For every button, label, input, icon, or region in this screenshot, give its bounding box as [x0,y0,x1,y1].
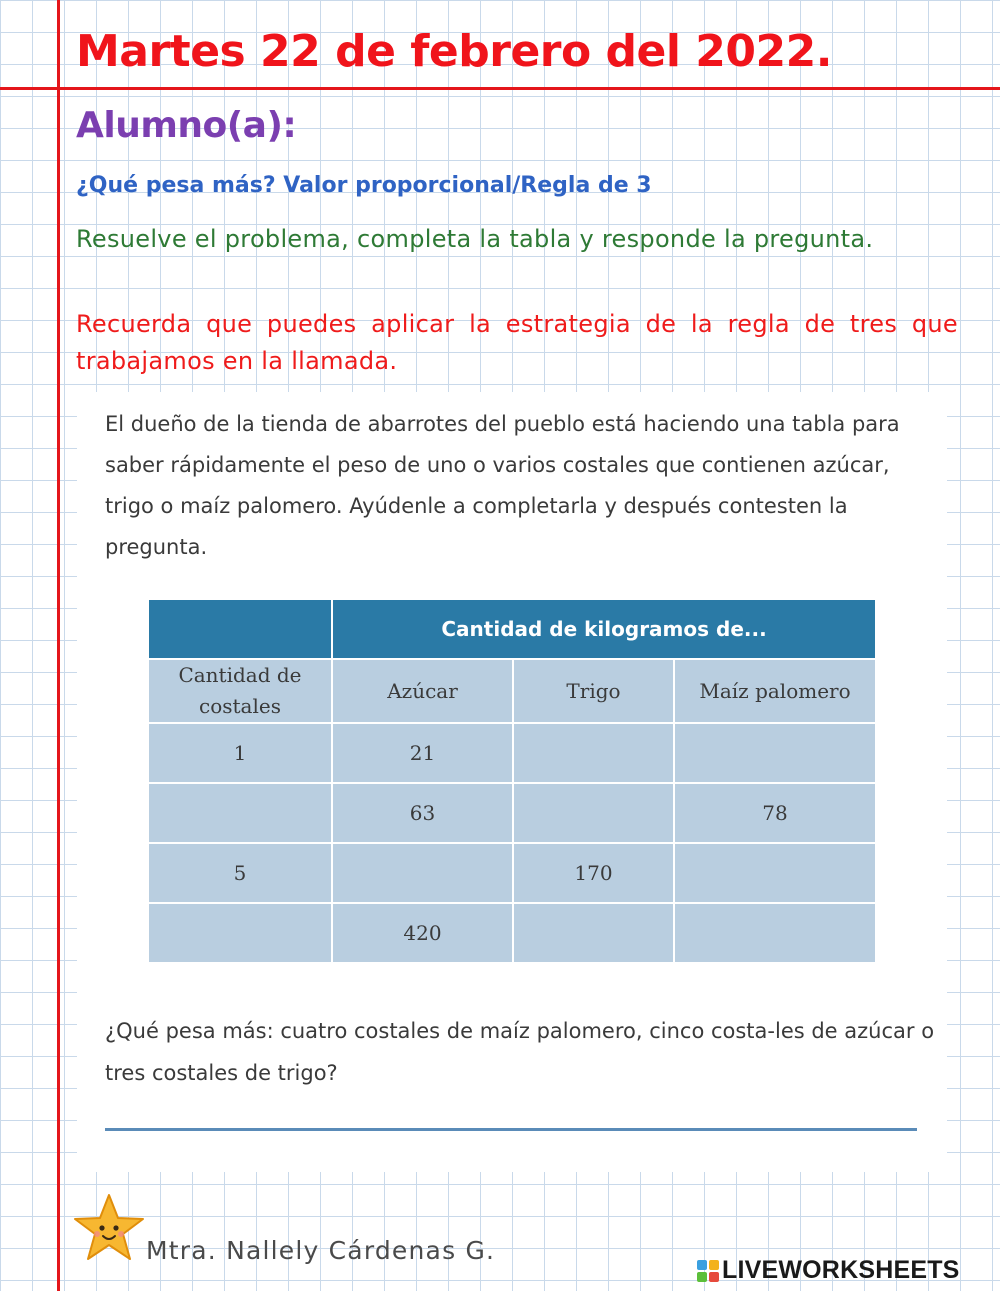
table-cell-sugar: 63 [332,783,513,843]
logo-text: LIVEWORKSHEETS [722,1256,960,1284]
lesson-subtitle: ¿Qué pesa más? Valor proporcional/Regla de 3 [76,173,652,198]
notebook-margin-horizontal [0,87,1000,90]
task-instruction: Resuelve el problema, completa la tabla y responde la pregunta. [76,225,874,253]
liveworksheets-logo [697,1256,960,1285]
table-cell-sugar: 420 [332,903,513,963]
table-cell-popcorn: 78 [674,783,876,843]
table-cell-sugar: 21 [332,723,513,783]
table-cell-sacks[interactable] [148,903,332,963]
teacher-signature: Mtra. Nallely Cárdenas G. [146,1236,496,1265]
table-cell-wheat: 170 [513,843,674,903]
table-cell-popcorn[interactable] [674,903,876,963]
column-header-sugar: Azúcar [332,659,513,723]
table-corner-cell [148,599,332,659]
table-row [148,783,876,843]
table-row [148,903,876,963]
table-row [148,843,876,903]
table-cell-sugar[interactable] [332,843,513,903]
table-cell-wheat[interactable] [513,903,674,963]
table-row [148,723,876,783]
student-label: Alumno(a): [76,105,297,146]
table-cell-sacks: 1 [148,723,332,783]
table-cell-wheat[interactable] [513,723,674,783]
reminder-note: Recuerda que puedes aplicar la estrategia de la regla de tres que trabajamos en la llamada. [76,310,958,375]
weight-table [147,598,877,964]
star-icon [72,1192,146,1264]
problem-text: El dueño de la tienda de abarrotes del pueblo está haciendo una tabla para saber rápidamente el peso de uno o varios costales que contienen azúcar, trigo o maíz palomero. Ayúdenle a completarla y después contesten la pregunta. [105,412,900,559]
column-header-wheat: Trigo [513,659,674,723]
notebook-margin-vertical [57,0,60,1291]
table-cell-popcorn[interactable] [674,843,876,903]
question-text: ¿Qué pesa más: cuatro costales de maíz palomero, cinco costa-les de azúcar o tres costales de trigo? [105,1019,935,1085]
textbook-excerpt [77,392,947,1172]
answer-line[interactable] [105,1128,917,1131]
table-cell-sacks: 5 [148,843,332,903]
logo-blocks-icon [697,1260,719,1282]
table-cell-wheat[interactable] [513,783,674,843]
table-cell-sacks[interactable] [148,783,332,843]
table-group-header: Cantidad de kilogramos de... [332,599,876,659]
column-header-sacks: Cantidad de costales [148,659,332,723]
page-title: Martes 22 de febrero del 2022. [76,26,832,77]
table-cell-popcorn[interactable] [674,723,876,783]
column-header-popcorn: Maíz palomero [674,659,876,723]
